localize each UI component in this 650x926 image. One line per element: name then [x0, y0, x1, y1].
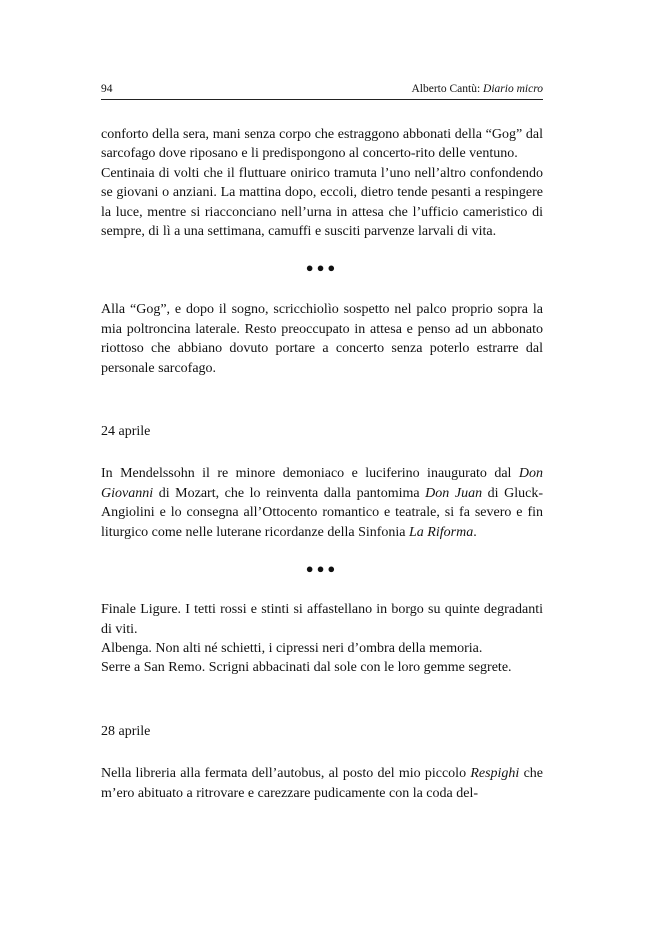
section-separator: ●●● [305, 260, 339, 276]
paragraph: Alla “Gog”, e dopo il sogno, scricchiolìo sospetto nel palco proprio sopra la mia poltroncina laterale. Resto preoccupato in attesa e penso ad un abbonato riottoso che abbiano dovuto portare a concerto senza poterlo estrarre dal personale sarcofago. [101, 302, 543, 376]
paragraph: Centinaia di volti che il fluttuare onirico tramuta l’uno nell’altro confondendo se giovani o anziani. La mattina dopo, eccoli, dietro tende pesanti a respingere la luce, mentre si riacconciano nell’urna in attesa che l’ufficio cameristico di sempre, di lì a una settimana, camuffi e susciti parvenze larvali di vita. [101, 165, 543, 240]
paragraph: In Mendelssohn il re minore demoniaco e luciferino inaugurato dal Don Giovanni di Mozart, che lo reinventa dalla pantomima Don Juan di Gluck-Angiolini e lo consegna all’Ottocento romantico e teatrale, si fa severo e fin liturgico come nelle luterane ricordanze della Sinfonia La Riforma. [101, 466, 544, 540]
running-header [101, 80, 543, 98]
paragraph: Nella libreria alla fermata dell’autobus, al posto del mio piccolo Respighi che m’ero abituato a ritrovare e carezzare pudicamente con la coda del- [101, 766, 543, 801]
running-title [412, 80, 544, 98]
entry-date: 24 aprile [101, 424, 151, 440]
section-separator: ●●● [305, 561, 339, 577]
entry-date: 28 aprile [101, 723, 151, 739]
paragraph: Serre a San Remo. Scrigni abbacinati dal sole con le loro gemme segrete. [101, 660, 512, 676]
header-rule [101, 99, 543, 100]
page-body [101, 125, 543, 803]
paragraph: Albenga. Non alti né schietti, i cipressi neri d’ombra della memoria. [101, 640, 483, 656]
page-number: 94 [101, 83, 113, 95]
book-title: Diario micro [483, 83, 543, 95]
author-name: Alberto Cantù: [411, 83, 481, 95]
paragraph: conforto della sera, mani senza corpo che estraggono abbonati della “Gog” dal sarcofago dove riposano e li predispongono al concerto-rito delle ventuno. [101, 127, 543, 162]
paragraph: Finale Ligure. I tetti rossi e stinti si affastellano in borgo su quinte degradanti di viti. [101, 602, 543, 637]
